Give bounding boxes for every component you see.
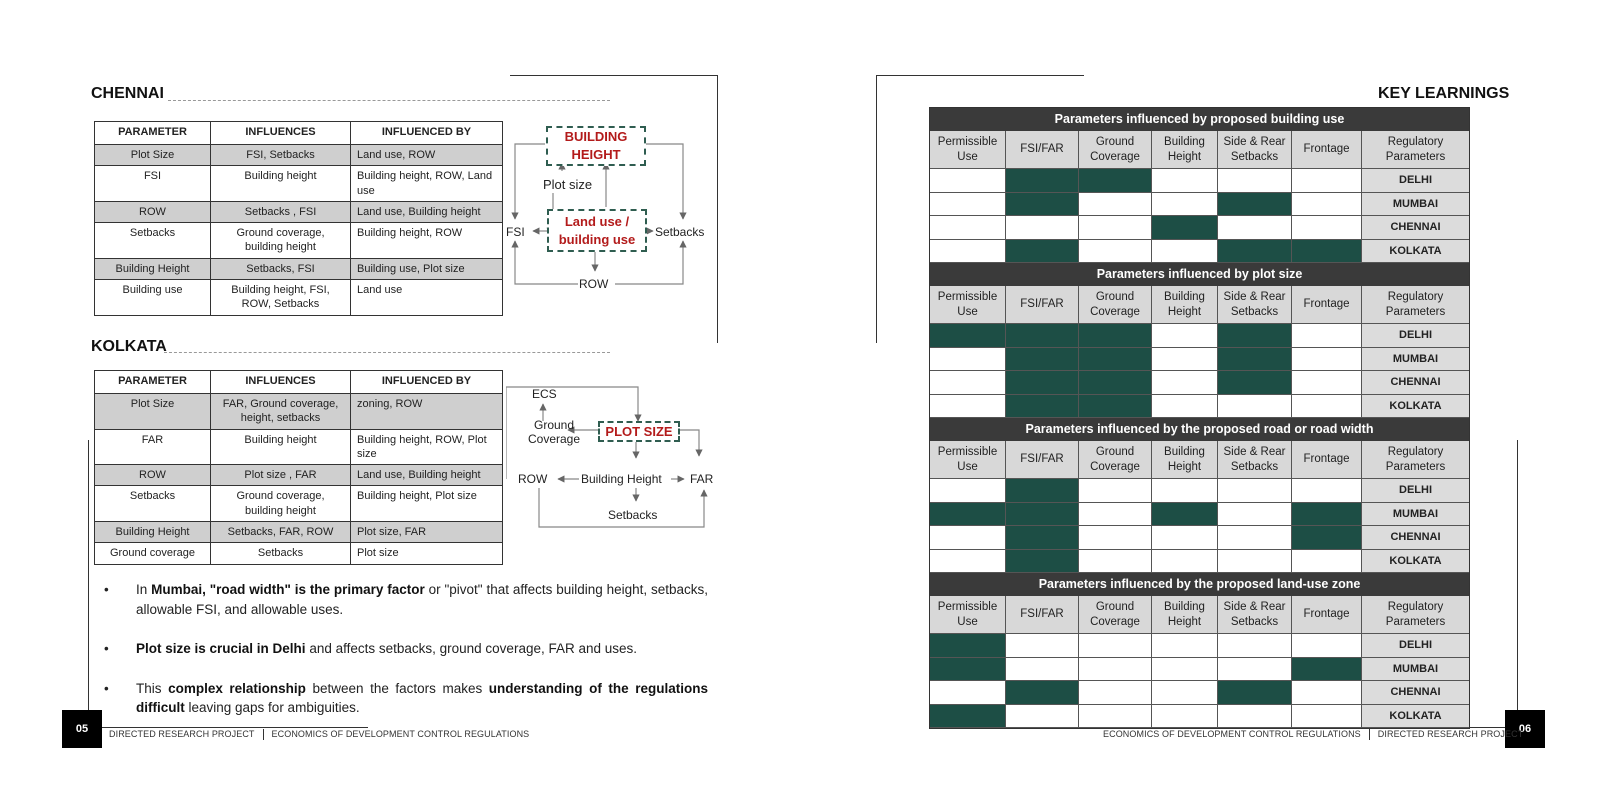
kolkata-relationship-diagram <box>506 384 720 534</box>
matrix-column-header: Side & Rear Setbacks <box>1218 441 1292 479</box>
matrix-city-label: DELHI <box>1362 169 1469 193</box>
matrix-cell-empty <box>1218 634 1292 658</box>
frame-line-left-vertical <box>88 440 89 710</box>
table-row <box>95 465 503 486</box>
table-cell: Building height, ROW, Land use <box>351 166 503 202</box>
footer-subject-label: ECONOMICS OF DEVELOPMENT CONTROL REGULATIONS <box>271 729 530 739</box>
matrix-column-header: Frontage <box>1292 441 1362 479</box>
matrix-row <box>930 503 1469 527</box>
kolkata-title-rule <box>164 352 610 353</box>
matrix-cell-empty <box>1218 550 1292 574</box>
column-header: INFLUENCES <box>211 122 351 145</box>
matrix-cell-empty <box>930 216 1006 240</box>
matrix-header-row <box>930 596 1469 634</box>
matrix-cell-filled <box>930 634 1006 658</box>
matrix-cell-empty <box>1152 193 1218 217</box>
table-cell: zoning, ROW <box>351 394 503 430</box>
bullet-text: Mumbai, "road width" is the primary factor <box>151 582 425 597</box>
table-cell: Building Height <box>95 522 211 543</box>
matrix-cell-empty <box>1079 526 1152 550</box>
table-cell: Building height <box>211 166 351 202</box>
land-use-box: Land use / building use <box>547 209 647 252</box>
matrix-cell-empty <box>1292 348 1362 372</box>
chennai-parameter-table <box>94 121 503 316</box>
table-cell: Setbacks <box>211 543 351 564</box>
matrix-cell-filled <box>1152 503 1218 527</box>
matrix-cell-filled <box>1006 193 1079 217</box>
table-cell: Land use, Building height <box>351 201 503 222</box>
matrix-cell-filled <box>1006 240 1079 264</box>
matrix-cell-empty <box>1218 169 1292 193</box>
key-learnings-title: KEY LEARNINGS <box>1378 85 1510 102</box>
table-cell: Ground coverage, building height <box>211 486 351 522</box>
matrix-column-header: Building Height <box>1152 131 1218 169</box>
diagram-row-label: ROW <box>518 472 548 486</box>
table-cell: ROW <box>95 201 211 222</box>
matrix-cell-empty <box>1152 371 1218 395</box>
matrix-cell-filled <box>1006 526 1079 550</box>
matrix-column-header: Regulatory Parameters <box>1362 441 1469 479</box>
matrix-cell-empty <box>1079 550 1152 574</box>
matrix-cell-empty <box>930 240 1006 264</box>
matrix-column-header: Ground Coverage <box>1079 441 1152 479</box>
table-cell: FSI, Setbacks <box>211 145 351 166</box>
key-findings-bullets <box>100 580 708 738</box>
table-cell: Setbacks, FSI <box>211 258 351 279</box>
matrix-cell-filled <box>1218 371 1292 395</box>
matrix-row <box>930 681 1469 705</box>
footer-subject-label: ECONOMICS OF DEVELOPMENT CONTROL REGULATIONS <box>1103 729 1361 739</box>
matrix-column-header: Ground Coverage <box>1079 131 1152 169</box>
matrix-city-label: KOLKATA <box>1362 550 1469 574</box>
matrix-section-title: Parameters influenced by proposed building use <box>930 108 1469 131</box>
table-row <box>95 201 503 222</box>
table-row <box>95 543 503 564</box>
matrix-cell-empty <box>1218 526 1292 550</box>
footer-separator <box>263 729 264 740</box>
matrix-cell-empty <box>1292 705 1362 729</box>
matrix-cell-empty <box>1292 169 1362 193</box>
table-row <box>95 522 503 543</box>
matrix-cell-empty <box>1079 216 1152 240</box>
diagram-setbacks-label: Setbacks <box>655 225 705 239</box>
matrix-cell-filled <box>1292 240 1362 264</box>
frame-line-top-right-vertical <box>876 75 877 343</box>
matrix-column-header: Regulatory Parameters <box>1362 286 1469 324</box>
table-row <box>95 258 503 279</box>
footer-left <box>109 729 529 740</box>
matrix-cell-empty <box>930 371 1006 395</box>
matrix-column-header: Regulatory Parameters <box>1362 131 1469 169</box>
matrix-cell-filled <box>930 658 1006 682</box>
diagram-building-height-label: Building Height <box>581 472 662 486</box>
bullet-text: or "pivot" that affects building height, setbacks, allowable FSI, and allowable uses. <box>136 582 708 617</box>
kolkata-title: KOLKATA <box>91 338 167 355</box>
matrix-row <box>930 169 1469 193</box>
bullet-text: This <box>136 680 169 696</box>
table-cell: ROW <box>95 465 211 486</box>
table-cell: Setbacks <box>95 223 211 259</box>
matrix-cell-empty <box>1006 634 1079 658</box>
table-row <box>95 429 503 465</box>
table-cell: Building use, Plot size <box>351 258 503 279</box>
matrix-row <box>930 550 1469 574</box>
table-cell: Building use <box>95 280 211 316</box>
frame-line-top-left <box>510 75 718 76</box>
footer-right <box>1103 729 1523 740</box>
matrix-cell-filled <box>1079 324 1152 348</box>
matrix-cell-empty <box>930 193 1006 217</box>
footer-project-label: DIRECTED RESEARCH PROJECT <box>109 729 255 739</box>
matrix-city-label: CHENNAI <box>1362 371 1469 395</box>
matrix-cell-filled <box>1152 216 1218 240</box>
page-number-right: 06 <box>1505 710 1545 748</box>
table-cell: Building Height <box>95 258 211 279</box>
matrix-column-header: Side & Rear Setbacks <box>1218 131 1292 169</box>
matrix-cell-empty <box>1152 634 1218 658</box>
matrix-column-header: FSI/FAR <box>1006 131 1079 169</box>
matrix-column-header: Frontage <box>1292 286 1362 324</box>
table-cell: Ground coverage, building height <box>211 223 351 259</box>
matrix-cell-filled <box>1079 169 1152 193</box>
matrix-cell-filled <box>1218 240 1292 264</box>
diagram-setbacks-label: Setbacks <box>608 508 658 522</box>
matrix-cell-empty <box>1152 395 1218 419</box>
matrix-row <box>930 705 1469 729</box>
matrix-cell-empty <box>1292 216 1362 240</box>
footer-project-label: DIRECTED RESEARCH PROJECT <box>1377 729 1524 739</box>
bullet-text: leaving gaps for ambiguities. <box>184 700 360 716</box>
matrix-column-header: FSI/FAR <box>1006 596 1079 634</box>
matrix-cell-filled <box>1006 681 1079 705</box>
table-cell: Plot size , FAR <box>211 465 351 486</box>
matrix-cell-empty <box>1006 216 1079 240</box>
frame-line-right-vertical <box>1517 440 1518 710</box>
matrix-section-title: Parameters influenced by the proposed land-use zone <box>930 573 1469 596</box>
matrix-city-label: KOLKATA <box>1362 705 1469 729</box>
matrix-column-header: Permissible Use <box>930 441 1006 479</box>
matrix-city-label: CHENNAI <box>1362 526 1469 550</box>
column-header: INFLUENCES <box>211 371 351 394</box>
matrix-cell-empty <box>1152 169 1218 193</box>
bullet-dot: • <box>104 582 109 597</box>
bullet-text: In <box>136 582 152 597</box>
matrix-cell-empty <box>1152 550 1218 574</box>
matrix-city-label: MUMBAI <box>1362 193 1469 217</box>
table-row <box>95 166 503 202</box>
matrix-cell-empty <box>1006 705 1079 729</box>
matrix-cell-empty <box>1079 193 1152 217</box>
matrix-city-label: CHENNAI <box>1362 681 1469 705</box>
footer-separator <box>1369 729 1370 740</box>
matrix-cell-empty <box>1292 681 1362 705</box>
ground-coverage-text: Ground Coverage <box>527 418 581 447</box>
bullet-item <box>100 639 708 659</box>
matrix-cell-empty <box>1152 681 1218 705</box>
matrix-cell-empty <box>1152 705 1218 729</box>
matrix-city-label: MUMBAI <box>1362 658 1469 682</box>
matrix-column-header: Building Height <box>1152 596 1218 634</box>
table-cell: Building height, ROW <box>351 223 503 259</box>
matrix-row <box>930 324 1469 348</box>
matrix-cell-empty <box>1079 681 1152 705</box>
matrix-column-header: Frontage <box>1292 131 1362 169</box>
diagram-ecs-label: ECS <box>532 387 557 401</box>
matrix-cell-filled <box>930 503 1006 527</box>
matrix-cell-empty <box>1218 479 1292 503</box>
table-row <box>95 486 503 522</box>
table-cell: Setbacks , FSI <box>211 201 351 222</box>
matrix-column-header: FSI/FAR <box>1006 286 1079 324</box>
matrix-cell-filled <box>1218 324 1292 348</box>
matrix-row <box>930 193 1469 217</box>
matrix-column-header: Side & Rear Setbacks <box>1218 286 1292 324</box>
table-row <box>95 394 503 430</box>
matrix-cell-empty <box>930 169 1006 193</box>
matrix-column-header: Frontage <box>1292 596 1362 634</box>
matrix-cell-filled <box>1006 348 1079 372</box>
matrix-cell-empty <box>930 681 1006 705</box>
matrix-cell-filled <box>1006 169 1079 193</box>
matrix-cell-filled <box>1006 503 1079 527</box>
table-row <box>95 145 503 166</box>
chennai-title-rule <box>168 100 610 101</box>
matrix-cell-empty <box>930 348 1006 372</box>
matrix-row <box>930 479 1469 503</box>
matrix-cell-filled <box>1079 348 1152 372</box>
bullet-dot: • <box>104 680 109 696</box>
matrix-cell-filled <box>1006 395 1079 419</box>
key-learnings-matrix <box>929 107 1470 729</box>
table-cell: Plot size, FAR <box>351 522 503 543</box>
matrix-cell-filled <box>1218 681 1292 705</box>
bullet-dot: • <box>104 641 109 657</box>
matrix-cell-empty <box>1218 705 1292 729</box>
matrix-cell-empty <box>1152 348 1218 372</box>
matrix-cell-empty <box>930 550 1006 574</box>
matrix-cell-filled <box>1006 371 1079 395</box>
matrix-column-header: Building Height <box>1152 286 1218 324</box>
matrix-cell-empty <box>1152 324 1218 348</box>
matrix-cell-empty <box>1218 216 1292 240</box>
matrix-cell-empty <box>1218 503 1292 527</box>
matrix-cell-filled <box>1292 503 1362 527</box>
bullet-item <box>100 679 708 718</box>
column-header: INFLUENCED BY <box>351 122 503 145</box>
bullet-item <box>100 580 708 619</box>
matrix-city-label: KOLKATA <box>1362 240 1469 264</box>
matrix-row <box>930 216 1469 240</box>
matrix-cell-empty <box>1079 479 1152 503</box>
matrix-cell-empty <box>1292 550 1362 574</box>
matrix-cell-empty <box>1292 634 1362 658</box>
matrix-column-header: Regulatory Parameters <box>1362 596 1469 634</box>
matrix-cell-empty <box>1218 658 1292 682</box>
matrix-cell-filled <box>1006 479 1079 503</box>
column-header: INFLUENCED BY <box>351 371 503 394</box>
kolkata-parameter-table <box>94 370 503 565</box>
matrix-cell-empty <box>1292 479 1362 503</box>
table-cell: Setbacks <box>95 486 211 522</box>
matrix-row <box>930 371 1469 395</box>
matrix-row <box>930 240 1469 264</box>
matrix-column-header: Ground Coverage <box>1079 286 1152 324</box>
table-cell: Building height, FSI, ROW, Setbacks <box>211 280 351 316</box>
bullet-text: complex relationship <box>168 680 306 696</box>
matrix-section-title: Parameters influenced by plot size <box>930 263 1469 286</box>
matrix-city-label: DELHI <box>1362 324 1469 348</box>
bullet-text: understanding of the regulations difficult <box>136 680 708 716</box>
matrix-cell-empty <box>1079 705 1152 729</box>
matrix-cell-filled <box>1079 371 1152 395</box>
diagram-ground-coverage-label <box>526 418 582 447</box>
matrix-cell-filled <box>1218 348 1292 372</box>
column-header: PARAMETER <box>95 371 211 394</box>
matrix-cell-empty <box>930 526 1006 550</box>
matrix-cell-empty <box>1079 503 1152 527</box>
matrix-column-header: Permissible Use <box>930 131 1006 169</box>
matrix-cell-filled <box>1006 324 1079 348</box>
matrix-cell-empty <box>930 395 1006 419</box>
matrix-column-header: Permissible Use <box>930 286 1006 324</box>
table-cell: Setbacks, FAR, ROW <box>211 522 351 543</box>
matrix-cell-filled <box>1079 395 1152 419</box>
matrix-header-row <box>930 131 1469 169</box>
matrix-cell-empty <box>1292 193 1362 217</box>
table-cell: Land use, Building height <box>351 465 503 486</box>
table-cell: Land use <box>351 280 503 316</box>
matrix-cell-empty <box>1006 658 1079 682</box>
matrix-column-header: FSI/FAR <box>1006 441 1079 479</box>
building-height-box: BUILDING HEIGHT <box>546 126 646 166</box>
column-header: PARAMETER <box>95 122 211 145</box>
diagram-row-label: ROW <box>579 277 609 291</box>
matrix-row <box>930 526 1469 550</box>
matrix-header-row <box>930 441 1469 479</box>
table-cell: Plot Size <box>95 394 211 430</box>
table-cell: FSI <box>95 166 211 202</box>
matrix-cell-empty <box>1292 324 1362 348</box>
diagram-far-label: FAR <box>690 472 714 486</box>
matrix-cell-empty <box>1152 240 1218 264</box>
diagram-plot-size-label: Plot size <box>543 177 593 192</box>
matrix-cell-empty <box>1079 240 1152 264</box>
matrix-cell-filled <box>1292 526 1362 550</box>
matrix-cell-empty <box>930 479 1006 503</box>
matrix-header-row <box>930 286 1469 324</box>
matrix-cell-empty <box>1152 526 1218 550</box>
matrix-cell-empty <box>1218 395 1292 419</box>
bullet-text: between the factors makes <box>305 680 489 696</box>
matrix-city-label: KOLKATA <box>1362 395 1469 419</box>
matrix-city-label: DELHI <box>1362 479 1469 503</box>
diagram-fsi-label: FSI <box>506 225 525 239</box>
bullet-text: Plot size is crucial in Delhi <box>136 641 306 657</box>
matrix-cell-filled <box>1218 193 1292 217</box>
matrix-column-header: Side & Rear Setbacks <box>1218 596 1292 634</box>
matrix-cell-filled <box>1292 658 1362 682</box>
matrix-cell-empty <box>1292 395 1362 419</box>
matrix-city-label: DELHI <box>1362 634 1469 658</box>
matrix-city-label: MUMBAI <box>1362 348 1469 372</box>
table-row <box>95 223 503 259</box>
matrix-row <box>930 658 1469 682</box>
matrix-column-header: Building Height <box>1152 441 1218 479</box>
matrix-city-label: CHENNAI <box>1362 216 1469 240</box>
matrix-row <box>930 348 1469 372</box>
table-cell: Land use, ROW <box>351 145 503 166</box>
chennai-relationship-diagram <box>503 121 723 301</box>
matrix-column-header: Ground Coverage <box>1079 596 1152 634</box>
frame-line-top-right <box>876 75 1084 76</box>
table-cell: Building height, ROW, Plot size <box>351 429 503 465</box>
table-cell: Building height, Plot size <box>351 486 503 522</box>
matrix-row <box>930 634 1469 658</box>
matrix-cell-empty <box>1079 634 1152 658</box>
table-cell: Ground coverage <box>95 543 211 564</box>
matrix-cell-filled <box>930 705 1006 729</box>
matrix-cell-filled <box>930 324 1006 348</box>
page-number-left: 05 <box>62 710 102 748</box>
matrix-row <box>930 395 1469 419</box>
matrix-city-label: MUMBAI <box>1362 503 1469 527</box>
table-cell: Plot Size <box>95 145 211 166</box>
matrix-cell-empty <box>1079 658 1152 682</box>
chennai-title: CHENNAI <box>91 85 164 102</box>
table-cell: Building height <box>211 429 351 465</box>
matrix-cell-empty <box>1152 658 1218 682</box>
table-cell: FAR <box>95 429 211 465</box>
table-cell: Plot size <box>351 543 503 564</box>
table-cell: FAR, Ground coverage, height, setbacks <box>211 394 351 430</box>
table-row <box>95 280 503 316</box>
plot-size-box: PLOT SIZE <box>598 421 680 442</box>
bullet-text: and affects setbacks, ground coverage, FAR and uses. <box>305 641 638 657</box>
matrix-cell-filled <box>1006 550 1079 574</box>
matrix-column-header: Permissible Use <box>930 596 1006 634</box>
matrix-section-title: Parameters influenced by the proposed road or road width <box>930 418 1469 441</box>
matrix-cell-empty <box>1152 479 1218 503</box>
matrix-cell-empty <box>1292 371 1362 395</box>
